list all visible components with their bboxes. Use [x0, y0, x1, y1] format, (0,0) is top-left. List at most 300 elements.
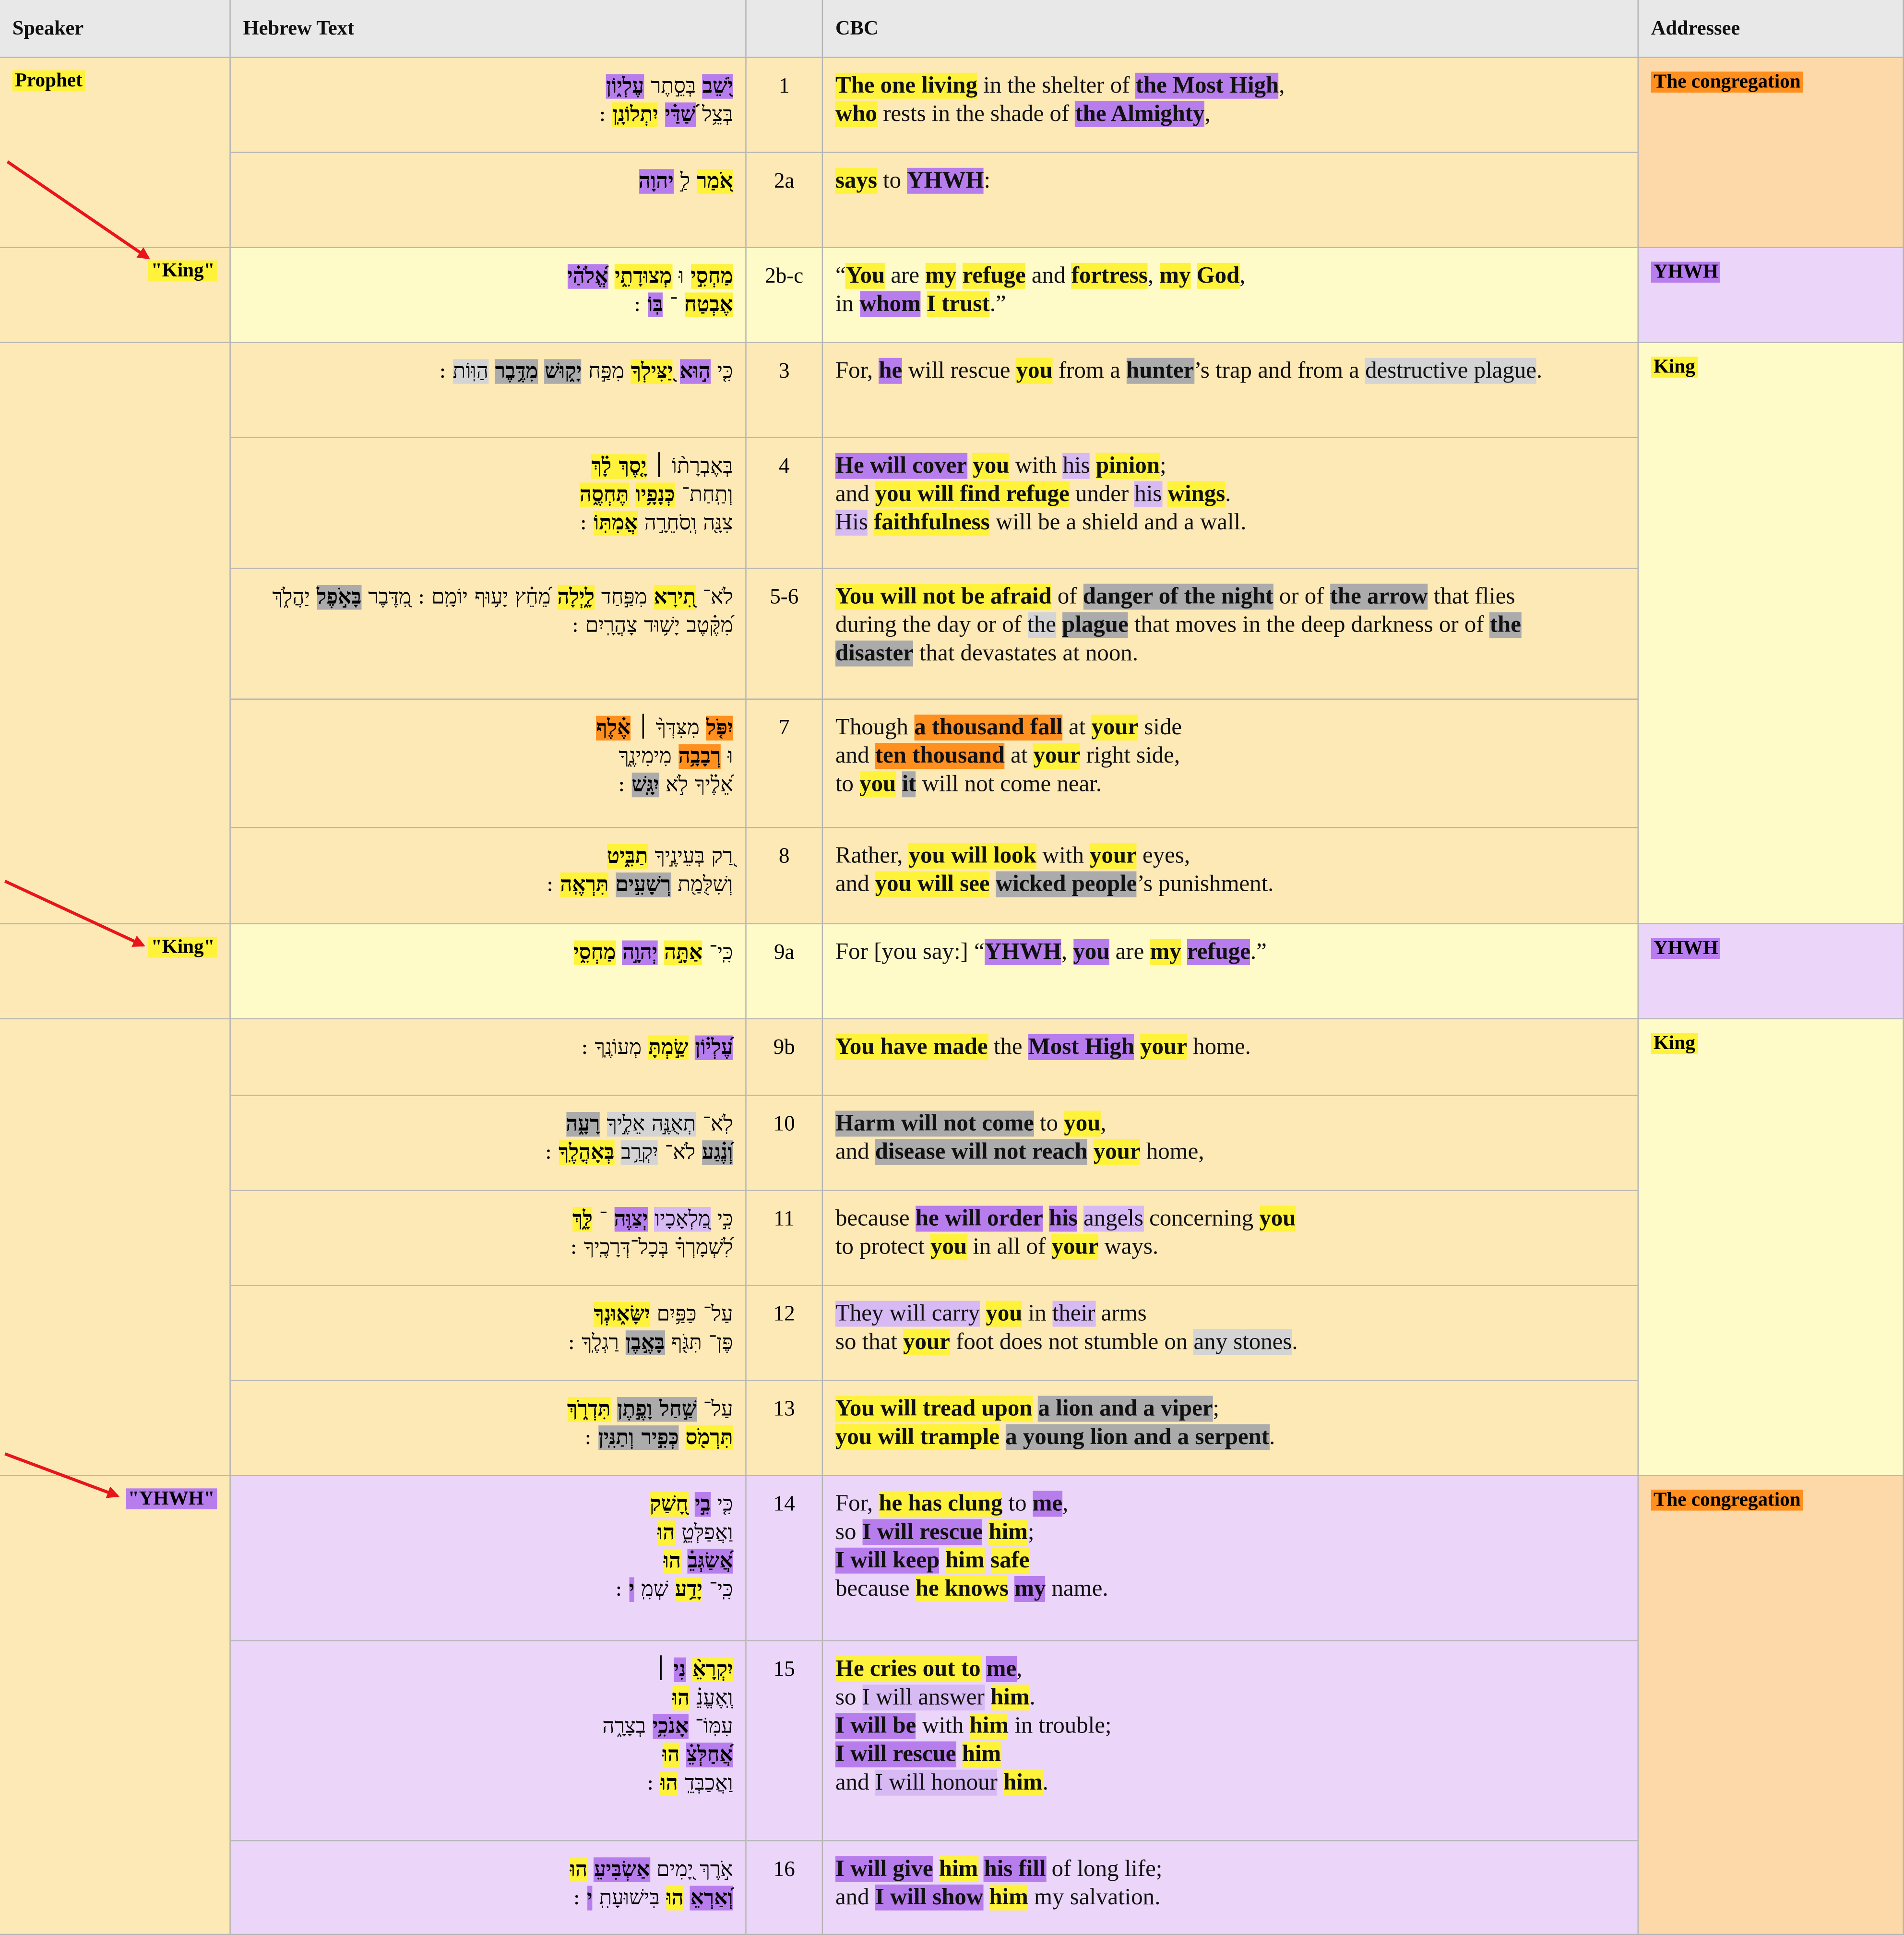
- english-line: [835, 1684, 1625, 1712]
- hebrew-segment: תְאֻנֶּ֣ה אֵלֶ֣יךָ: [607, 1112, 696, 1137]
- hebrew-segment: וַאֲפַלְּטֵ֑: [681, 1520, 733, 1545]
- hebrew-segment: כְּפִ֣יר וְתַנִּֽין: [598, 1425, 679, 1450]
- english-segment: [1134, 1034, 1140, 1060]
- hebrew-segment: מִ֝קֶּ֗טֶב: [686, 613, 733, 638]
- hebrew-segment: בָּאֹ֣פֶל: [316, 585, 362, 610]
- english-segment: will not come near.: [916, 771, 1102, 798]
- english-line: [835, 770, 1625, 799]
- speaker-cell: [0, 343, 231, 924]
- hebrew-segment: וּ: [727, 744, 733, 769]
- english-segment: because: [835, 1576, 916, 1602]
- english-cell: [823, 1096, 1639, 1191]
- english-line: [835, 1328, 1625, 1356]
- english-line: [835, 167, 1625, 195]
- addressee-label: YHWH: [1651, 262, 1721, 283]
- hebrew-segment: אֹ֭מַר: [697, 169, 733, 194]
- english-segment: from a: [1052, 358, 1127, 384]
- hebrew-segment: לִ֝שְׁמָרְךָ֗: [675, 1235, 733, 1260]
- hebrew-segment: בִ֣י: [695, 1492, 711, 1517]
- hebrew-line: [243, 1329, 733, 1358]
- english-segment: to protect: [835, 1234, 931, 1260]
- hebrew-line: [243, 1656, 733, 1684]
- hebrew-segment: וְ֝אַרְאֵ: [690, 1886, 733, 1911]
- hebrew-segment: אָנֹכִ֥י: [652, 1714, 689, 1739]
- hebrew-line: [243, 715, 733, 743]
- english-segment: the arrow: [1330, 584, 1428, 610]
- hebrew-segment: בְּאֶבְרָת֨וֹ ׀: [653, 454, 733, 479]
- english-segment: his: [1062, 453, 1090, 479]
- english-segment: His: [835, 510, 868, 536]
- english-segment: ’s punishment.: [1137, 871, 1274, 897]
- hebrew-segment: תִּגֹּ֖ף: [671, 1330, 702, 1355]
- english-segment: or of: [1273, 584, 1330, 610]
- hebrew-cell: [231, 343, 747, 438]
- hebrew-cell: [231, 248, 747, 343]
- header-speaker: Speaker: [0, 0, 231, 58]
- hebrew-line: [243, 1576, 733, 1604]
- english-line: [835, 290, 1625, 318]
- english-segment: so: [835, 1519, 862, 1545]
- hebrew-segment: שַׁ֝דַּ֗י: [665, 102, 696, 127]
- english-segment: right side,: [1080, 743, 1180, 769]
- hebrew-segment: :: [570, 1235, 577, 1260]
- english-line: [835, 938, 1625, 966]
- hebrew-segment: וְ֝נֶ֗גַע: [702, 1140, 733, 1165]
- hebrew-segment: :: [599, 102, 606, 127]
- english-segment: ,: [1100, 1111, 1107, 1137]
- english-segment: so that: [835, 1329, 904, 1355]
- english-segment: that devastates at noon.: [913, 640, 1138, 667]
- english-line: [835, 1490, 1625, 1518]
- english-segment: “: [835, 263, 846, 289]
- english-segment: and: [835, 743, 875, 769]
- english-segment: him: [939, 1856, 978, 1882]
- hebrew-segment: אֶבְטַח: [684, 292, 733, 317]
- hebrew-cell: [231, 1381, 747, 1476]
- english-segment: I trust: [927, 291, 990, 317]
- hebrew-segment: הוּ: [570, 1857, 588, 1882]
- english-cell: [823, 569, 1639, 700]
- english-segment: wings: [1167, 481, 1226, 507]
- hebrew-segment: יִקְרָאֵ֨: [692, 1657, 733, 1683]
- english-segment: disease will not reach: [875, 1139, 1088, 1165]
- english-segment: I will rescue: [835, 1741, 956, 1768]
- english-segment: with: [1009, 453, 1063, 479]
- english-segment: [1043, 1206, 1049, 1231]
- hebrew-segment: ־: [669, 292, 678, 317]
- hebrew-segment: וְֽסֹחֵרָ֣ה: [644, 511, 697, 536]
- english-segment: the: [988, 1034, 1028, 1061]
- hebrew-segment: תִּדְרֹ֑ךְ: [567, 1397, 611, 1422]
- english-segment: you: [930, 1234, 967, 1260]
- hebrew-segment: לֹא־: [702, 585, 733, 610]
- hebrew-cell: [231, 924, 747, 1019]
- verse-number: 14: [747, 1476, 823, 1642]
- hebrew-segment: אֲ֝שַׂגְּבֵ֗: [687, 1549, 733, 1574]
- hebrew-line: [243, 1111, 733, 1139]
- hebrew-segment: לֹא־: [665, 1140, 696, 1165]
- hebrew-line: [243, 939, 733, 968]
- english-segment: [868, 510, 874, 536]
- verse-number: 7: [747, 700, 823, 828]
- hebrew-segment: לָ֑יְלָה: [557, 585, 595, 610]
- english-segment: a young lion and a serpent: [1005, 1424, 1270, 1450]
- english-segment: him: [962, 1741, 1001, 1768]
- english-segment: Rather,: [835, 843, 909, 869]
- hebrew-segment: וְשִׁלֻּמַ֖ת: [678, 872, 733, 897]
- hebrew-line: [243, 1856, 733, 1885]
- english-segment: [990, 872, 996, 897]
- english-segment: you: [859, 771, 896, 798]
- hebrew-segment: :: [584, 1425, 592, 1450]
- english-line: [835, 1110, 1625, 1138]
- hebrew-segment: הוּ: [666, 1886, 684, 1911]
- hebrew-segment: ׀: [654, 1657, 667, 1683]
- english-segment: in all of: [967, 1234, 1052, 1260]
- addressee-cell: [1639, 1476, 1904, 1935]
- english-segment: God: [1196, 263, 1240, 289]
- hebrew-segment: נִי: [673, 1657, 686, 1683]
- english-segment: The one living: [835, 72, 977, 99]
- addressee-label: King: [1651, 357, 1698, 378]
- verse-number: 4: [747, 438, 823, 569]
- english-segment: your: [1090, 843, 1137, 869]
- hebrew-line: [243, 612, 733, 641]
- hebrew-segment: מַ֭לְאָכָיו: [654, 1207, 711, 1232]
- english-segment: him: [945, 1547, 985, 1574]
- verse-number: 3: [747, 343, 823, 438]
- hebrew-segment: יָק֑וּשׁ: [545, 359, 582, 384]
- hebrew-segment: עֶ֝לְי֗וֹן: [695, 1035, 733, 1061]
- verse-number: 11: [747, 1191, 823, 1286]
- english-line: [835, 100, 1625, 128]
- english-segment: and: [835, 1769, 875, 1796]
- english-segment: .: [1292, 1329, 1298, 1355]
- english-segment: me: [986, 1656, 1017, 1683]
- hebrew-segment: אֹ֣רֶךְ: [700, 1857, 733, 1882]
- hebrew-segment: אַשְׂבִּיעֵ: [594, 1857, 650, 1882]
- english-segment: [980, 1301, 986, 1326]
- addressee-label: The congregation: [1651, 72, 1803, 93]
- hebrew-cell: [231, 153, 747, 248]
- english-segment: [956, 1742, 962, 1768]
- english-segment: [933, 1856, 939, 1882]
- hebrew-line: [243, 843, 733, 871]
- english-segment: [983, 1885, 989, 1911]
- hebrew-segment: אֵ֝לֶ֗יךָ: [694, 772, 733, 798]
- english-segment: refuge: [962, 263, 1026, 289]
- english-segment: and: [1025, 263, 1071, 289]
- english-cell: [823, 248, 1639, 343]
- hebrew-segment: אֲ֝חַלְּצֵ֗: [686, 1743, 733, 1768]
- hebrew-segment: בְּכָל־דְּרָכֶֽיךָ: [583, 1235, 669, 1260]
- hebrew-segment: :: [581, 1035, 588, 1061]
- english-segment: He will cover: [835, 453, 967, 479]
- hebrew-segment: מְעוֹנֶֽךָ: [595, 1035, 642, 1061]
- english-segment: his: [1134, 481, 1162, 507]
- english-segment: [1078, 1206, 1083, 1231]
- hebrew-segment: לַ֣: [680, 169, 690, 194]
- english-segment: ,: [1147, 263, 1160, 289]
- hebrew-segment: ה֣וּא: [679, 359, 711, 384]
- english-segment: [956, 263, 962, 289]
- verse-number: 5-6: [747, 569, 823, 700]
- english-segment: you: [1259, 1206, 1296, 1232]
- english-segment: his: [1049, 1206, 1078, 1232]
- hebrew-cell: [231, 1286, 747, 1381]
- english-segment: You will not be afraid: [835, 584, 1052, 610]
- english-segment: .: [1029, 1684, 1035, 1711]
- english-segment: eyes,: [1136, 843, 1190, 869]
- verse-number: 2b-c: [747, 248, 823, 343]
- english-segment: [1088, 1139, 1094, 1165]
- english-segment: angels: [1083, 1206, 1143, 1232]
- hebrew-segment: כִּ֤י: [717, 1492, 733, 1517]
- english-segment: your: [1140, 1034, 1187, 1061]
- hebrew-line: [243, 1396, 733, 1424]
- hebrew-segment: בָּאֶ֣בֶן: [625, 1330, 665, 1355]
- addressee-cell: [1639, 248, 1904, 343]
- hebrew-segment: :: [580, 511, 587, 536]
- hebrew-segment: יִגָּֽשׁ: [631, 772, 659, 798]
- hebrew-segment: י: [629, 1577, 635, 1602]
- english-segment: the: [1489, 612, 1521, 638]
- english-segment: home.: [1187, 1034, 1251, 1061]
- english-segment: [1000, 1424, 1005, 1450]
- english-segment: in: [1022, 1301, 1052, 1327]
- english-line: [835, 1655, 1625, 1684]
- speaker-label: "YHWH": [126, 1488, 217, 1509]
- hebrew-segment: כַּפַּ֥יִם: [656, 1302, 697, 1327]
- hebrew-segment: מִ֭דֶּבֶר: [368, 585, 411, 610]
- english-line: [835, 262, 1625, 290]
- english-segment: the Most High: [1135, 72, 1279, 99]
- hebrew-segment: יַ֭צִּילְךָ: [631, 359, 673, 384]
- english-segment: that flies: [1428, 584, 1515, 610]
- hebrew-line: [243, 1713, 733, 1741]
- hebrew-segment: לֹֽא־: [702, 1112, 733, 1137]
- hebrew-segment: מֵ֝חֵ֗ץ: [514, 585, 551, 610]
- hebrew-segment: יַהֲלֹ֑ךְ: [272, 585, 310, 610]
- english-segment: who: [835, 101, 877, 127]
- hebrew-segment: מִדֶּ֥בֶר: [495, 359, 538, 384]
- hebrew-segment: תִּרְמֹ֖ס: [685, 1425, 733, 1450]
- hebrew-cell: [231, 828, 747, 925]
- english-segment: They will carry: [835, 1301, 980, 1327]
- english-line: [835, 452, 1625, 480]
- english-line: [835, 1233, 1625, 1261]
- english-segment: [983, 1519, 988, 1545]
- english-segment: foot does not stumble on: [950, 1329, 1194, 1355]
- hebrew-segment: בִּישׁוּעָתִֽ: [599, 1886, 660, 1911]
- english-cell: [823, 343, 1639, 438]
- english-segment: you will look: [908, 843, 1036, 869]
- hebrew-line: [243, 510, 733, 538]
- english-cell: [823, 1286, 1639, 1381]
- hebrew-segment: רָעָ֑ה: [566, 1112, 600, 1137]
- hebrew-cell: [231, 438, 747, 569]
- hebrew-segment: יְצַוֶּה: [614, 1207, 648, 1232]
- hebrew-segment: יִפֹּ֤ל: [706, 716, 733, 741]
- hebrew-segment: יְהוָ֣ה: [622, 940, 658, 965]
- hebrew-line: [243, 263, 733, 291]
- verse-number: 9b: [747, 1019, 823, 1096]
- hebrew-segment: שְׁמִֽ: [641, 1577, 668, 1602]
- hebrew-segment: :: [417, 585, 425, 610]
- english-line: [835, 583, 1625, 611]
- addressee-cell: [1639, 58, 1904, 248]
- english-segment: Most High: [1028, 1034, 1134, 1061]
- english-segment: ,: [1016, 1656, 1023, 1683]
- hebrew-cell: [231, 700, 747, 828]
- english-line: [835, 713, 1625, 741]
- hebrew-segment: הַוּֽוֹת: [452, 359, 488, 384]
- english-segment: .”: [1250, 939, 1267, 965]
- hebrew-segment: כְּנָפָ֥יו: [635, 482, 675, 507]
- english-cell: [823, 438, 1639, 569]
- hebrew-line: [243, 101, 733, 130]
- hebrew-segment: הוּ: [662, 1743, 680, 1768]
- english-segment: you: [973, 453, 1010, 479]
- hebrew-segment: וְֽאֶעֱנֵ֗: [696, 1685, 733, 1711]
- english-cell: [823, 828, 1639, 925]
- english-segment: ,: [1062, 1491, 1069, 1517]
- english-line: [835, 842, 1625, 870]
- verse-number: 2a: [747, 153, 823, 248]
- header-addressee: Addressee: [1639, 0, 1904, 58]
- english-line: [835, 1883, 1625, 1911]
- english-line: [835, 72, 1625, 100]
- english-segment: under: [1069, 481, 1135, 507]
- english-segment: you: [1073, 939, 1110, 965]
- hebrew-line: [243, 584, 733, 612]
- english-segment: will be a shield and a wall.: [989, 510, 1247, 536]
- hebrew-segment: אֶ֗לֶף: [596, 716, 631, 741]
- english-segment: and: [835, 871, 875, 897]
- english-segment: to: [877, 167, 907, 194]
- hebrew-segment: :: [633, 292, 641, 317]
- english-segment: arms: [1095, 1301, 1147, 1327]
- hebrew-segment: לָּ֑ךְ: [572, 1207, 593, 1232]
- english-segment: will rescue: [902, 358, 1016, 384]
- english-segment: I will rescue: [862, 1519, 983, 1545]
- addressee-cell: [1639, 1019, 1904, 1476]
- hebrew-segment: יִתְלוֹנָֽן: [612, 102, 658, 127]
- hebrew-segment: יָשׁ֥וּד: [644, 613, 680, 638]
- speaker-cell: [0, 924, 231, 1019]
- english-line: [835, 611, 1625, 639]
- english-segment: You: [845, 263, 885, 289]
- hebrew-segment: פֶּן־: [708, 1330, 733, 1355]
- hebrew-line: [243, 1519, 733, 1548]
- english-segment: him: [989, 1884, 1028, 1911]
- english-segment: you: [986, 1301, 1023, 1327]
- hebrew-segment: שַׂ֣מְתָּ: [648, 1035, 689, 1061]
- hebrew-segment: תַבִּ֑יט: [607, 844, 648, 869]
- english-segment: and: [835, 1884, 875, 1911]
- hebrew-line: [243, 1424, 733, 1453]
- english-cell: [823, 1841, 1639, 1935]
- english-segment: ways.: [1098, 1234, 1159, 1260]
- english-cell: [823, 153, 1639, 248]
- hebrew-line: [243, 168, 733, 196]
- english-line: [835, 357, 1625, 385]
- speaker-cell: [0, 1019, 231, 1476]
- english-segment: ten thousand: [875, 743, 1005, 769]
- english-line: [835, 1546, 1625, 1575]
- english-segment: so: [835, 1684, 862, 1711]
- hebrew-line: [243, 1139, 733, 1168]
- header-cbc: CBC: [823, 0, 1639, 58]
- english-cell: [823, 1641, 1639, 1841]
- hebrew-segment: מִצִּדְּךָ֨ ׀: [637, 716, 700, 741]
- english-segment: a lion and a viper: [1038, 1396, 1213, 1422]
- english-segment: a thousand fall: [914, 714, 1063, 741]
- hebrew-segment: בְצָרָ֑ה: [602, 1714, 646, 1739]
- hebrew-segment: בְּעֵינֶ֣יךָ: [654, 844, 705, 869]
- speaker-cell: [0, 248, 231, 343]
- english-cell: [823, 924, 1639, 1019]
- header-hebrew: Hebrew Text: [231, 0, 747, 58]
- english-segment: because: [835, 1206, 916, 1232]
- hebrew-segment: בְּאָהֳלֶֽךָ: [559, 1140, 615, 1165]
- hebrew-segment: לֹ֣א: [666, 772, 688, 798]
- english-segment: that moves in the deep darkness or of: [1128, 612, 1490, 638]
- english-segment: to: [1002, 1491, 1033, 1517]
- english-segment: I will answer: [862, 1684, 985, 1711]
- english-line: [835, 639, 1625, 668]
- english-segment: ;: [1213, 1396, 1220, 1422]
- english-segment: You have made: [835, 1034, 988, 1061]
- english-segment: you will see: [875, 871, 990, 897]
- english-segment: For,: [835, 1491, 879, 1517]
- english-line: [835, 870, 1625, 898]
- hebrew-line: [243, 1742, 733, 1770]
- hebrew-segment: :: [646, 1771, 654, 1796]
- addressee-cell: [1639, 924, 1904, 1019]
- hebrew-segment: עֶלְי֑וֹן: [606, 74, 644, 99]
- english-segment: and: [835, 481, 875, 507]
- hebrew-segment: :: [573, 1886, 581, 1911]
- speaker-label: "King": [149, 937, 217, 958]
- english-segment: ,: [1204, 101, 1211, 127]
- hebrew-segment: שַׁ֣חַל וָפֶ֣תֶן: [617, 1397, 697, 1422]
- english-segment: Though: [835, 714, 915, 741]
- english-segment: .”: [989, 291, 1006, 317]
- hebrew-line: [243, 1034, 733, 1063]
- hebrew-cell: [231, 1641, 747, 1841]
- hebrew-segment: יָדַ֥ע: [675, 1577, 703, 1602]
- hebrew-segment: :: [571, 613, 579, 638]
- hebrew-line: [243, 771, 733, 800]
- speaker-cell: [0, 58, 231, 248]
- english-segment: .: [1042, 1769, 1048, 1796]
- hebrew-line: [243, 1234, 733, 1263]
- english-line: [835, 1768, 1625, 1797]
- hebrew-segment: :: [615, 1577, 622, 1602]
- verse-number: 8: [747, 828, 823, 925]
- english-cell: [823, 700, 1639, 828]
- english-segment: their: [1052, 1301, 1095, 1327]
- english-cell: [823, 1381, 1639, 1476]
- hebrew-segment: :: [568, 1330, 575, 1355]
- english-line: [835, 1300, 1625, 1328]
- english-segment: of: [1051, 584, 1083, 610]
- english-cell: [823, 58, 1639, 153]
- verse-number: 9a: [747, 924, 823, 1019]
- english-line: [835, 480, 1625, 508]
- english-segment: are: [885, 263, 926, 289]
